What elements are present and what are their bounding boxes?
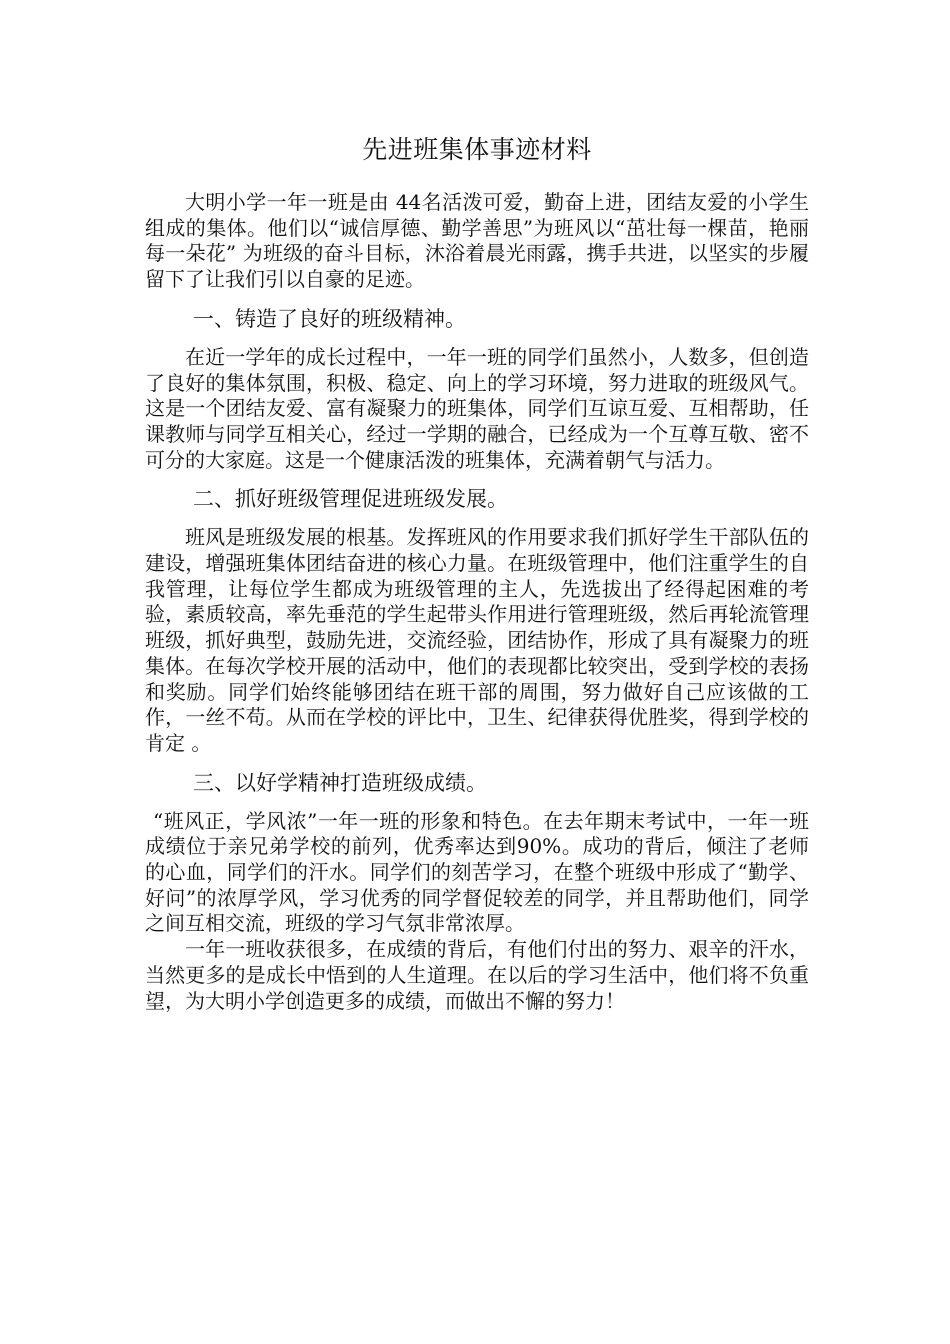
section-heading-2: 二、抓好班级管理促进班级发展。 xyxy=(193,487,508,512)
section-3-paragraph-2: 一年一班收获很多，在成绩的背后，有他们付出的努力、艰辛的汗水，当然更多的是成长中悟到的人生道理。在以后的学习生活中，他们将不负重望，为大明小学创造更多的成绩，而做出不懈的努力！ xyxy=(145,937,809,1013)
document-title: 先进班集体事迹材料 xyxy=(362,135,592,164)
intro-paragraph: 大明小学一年一班是由 44名活泼可爱，勤奋上进，团结友爱的小学生组成的集体。他们以“诚信厚德、勤学善思”为班风以“茁壮每一棵苗，艳丽每一朵花” 为班级的奋斗目标，沐浴着晨光雨露，携手共进，以坚实的步履留下了让我们引以自豪的足迹。 xyxy=(145,190,809,292)
section-heading-1: 一、铸造了良好的班级精神。 xyxy=(193,306,466,331)
document-body xyxy=(145,132,809,1014)
section-2-paragraph-1: 班风是班级发展的根基。发挥班风的作用要求我们抓好学生干部队伍的建设，增强班集体团结奋进的核心力量。在班级管理中，他们注重学生的自我管理，让每位学生都成为班级管理的主人，先选拔出了经得起困难的考验，素质较高，率先垂范的学生起带头作用进行管理班级，然后再轮流管理班级，抓好典型，鼓励先进，交流经验，团结协作，形成了具有凝聚力的班集体。在每次学校开展的活动中，他们的表现都比较突出，受到学校的表扬和奖励。同学们始终能够团结在班干部的周围，努力做好自己应该做的工作，一丝不苟。从而在学校的评比中，卫生、纪律获得优胜奖，得到学校的肯定 。 xyxy=(145,525,809,755)
section-1-paragraph-1: 在近一学年的成长过程中，一年一班的同学们虽然小，人数多，但创造了良好的集体氛围，积极、稳定、向上的学习环境，努力进取的班级风气。这是一个团结友爱、富有凝聚力的班集体，同学们互谅互爱、互相帮助，任课教师与同学互相关心，经过一学期的融合，已经成为一个互尊互敬、密不可分的大家庭。这是一个健康活泼的班集体，充满着朝气与活力。 xyxy=(145,344,809,472)
section-heading-3: 三、以好学精神打造班级成绩。 xyxy=(193,770,487,795)
section-3-paragraph-1: “班风正，学风浓”一年一班的形象和特色。在去年期末考试中，一年一班成绩位于亲兄弟学校的前列，优秀率达到90%。成功的背后，倾注了老师的心血，同学们的汗水。同学们的刻苦学习，在整个班级中形成了“勤学、好问”的浓厚学风，学习优秀的同学督促较差的同学，并且帮助他们，同学之间互相交流，班级的学习气氛非常浓厚。 xyxy=(145,808,809,936)
